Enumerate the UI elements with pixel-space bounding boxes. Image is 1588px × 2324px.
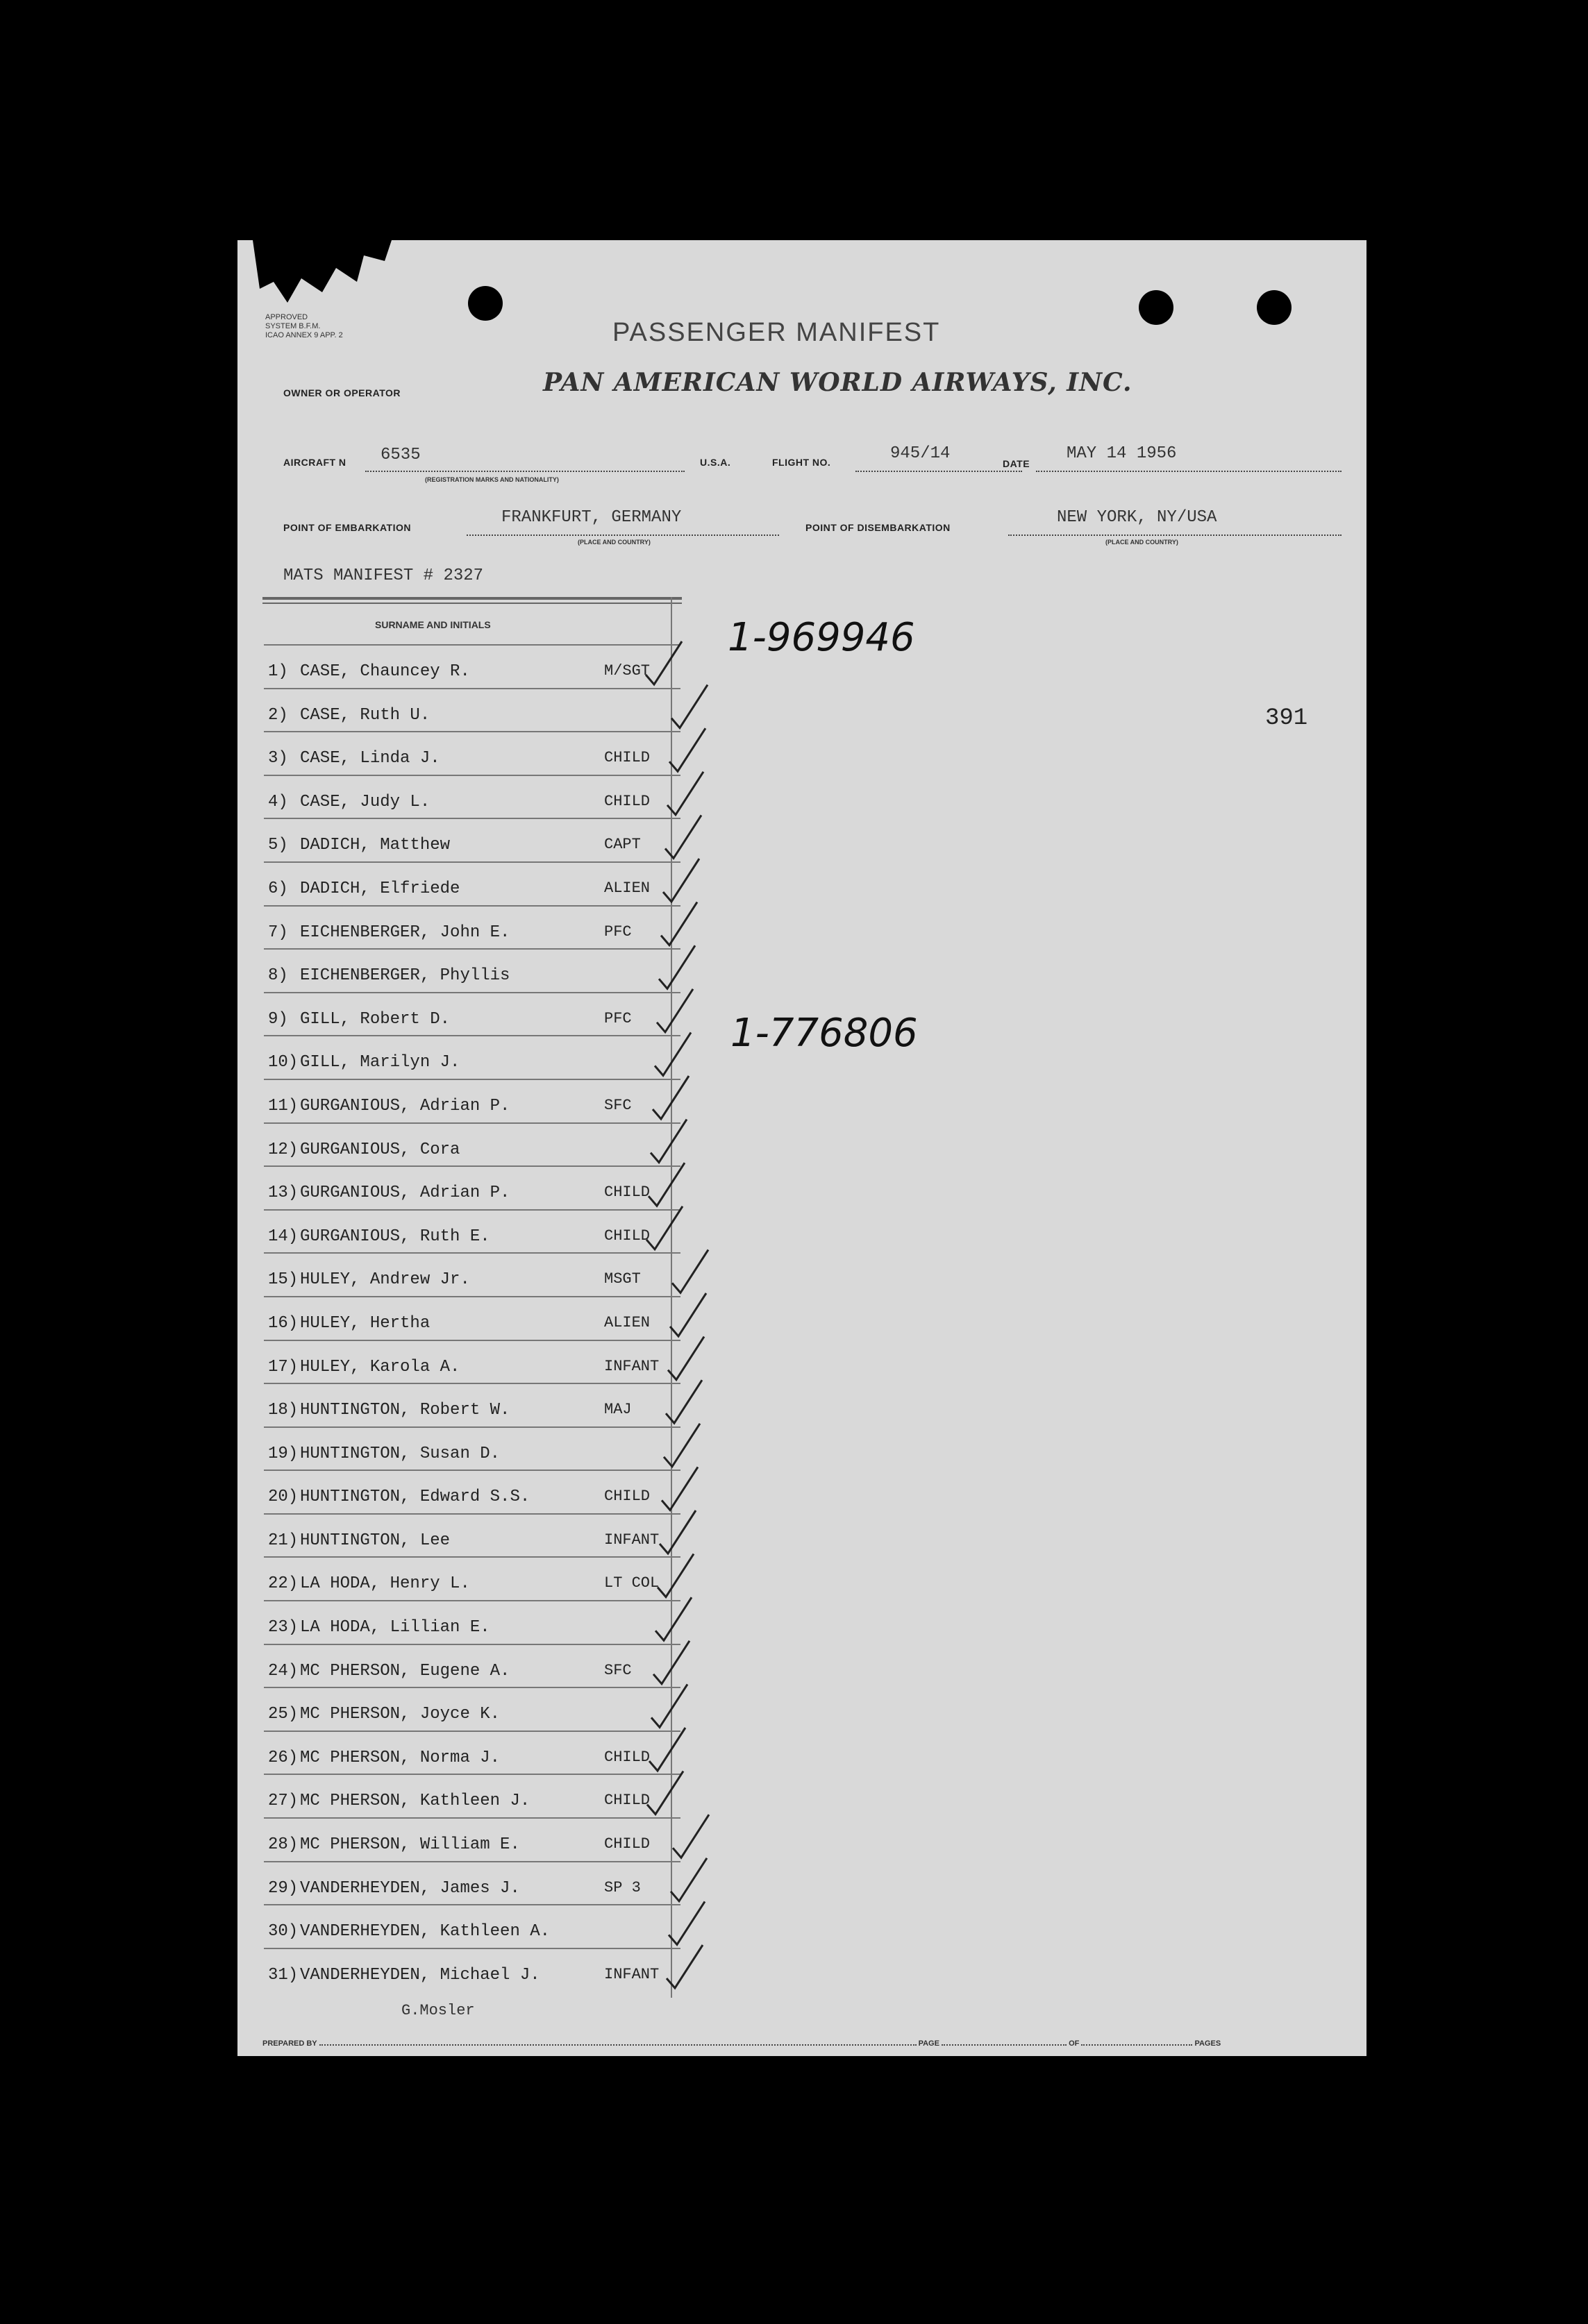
prepared-label: PREPARED BY	[262, 2039, 317, 2048]
passenger-name: MC PHERSON, Joyce K.	[300, 1705, 501, 1724]
passenger-rank: INFANT	[604, 1357, 660, 1375]
passenger-name: HUNTINGTON, Robert W.	[300, 1401, 510, 1420]
date-value: MAY 14 1956	[1067, 444, 1177, 463]
passenger-rank: CHILD	[604, 1748, 651, 1766]
punch-hole	[1257, 290, 1292, 325]
airline-name: PAN AMERICAN WORLD AIRWAYS, INC.	[543, 368, 1133, 397]
row-number: 5)	[268, 836, 288, 855]
passenger-rank: CHILD	[604, 1835, 651, 1853]
passenger-rank: CHILD	[604, 1227, 651, 1245]
passenger-rank: PFC	[604, 1009, 632, 1027]
passenger-rank: SFC	[604, 1096, 632, 1114]
of-label: OF	[1069, 2039, 1080, 2048]
column-header: SURNAME AND INITIALS	[375, 619, 491, 630]
passenger-name: HULEY, Karola A.	[300, 1357, 460, 1376]
passenger-rank: SFC	[604, 1661, 632, 1679]
passenger-name: MC PHERSON, Kathleen J.	[300, 1792, 530, 1811]
embark-label: POINT OF EMBARKATION	[283, 522, 411, 533]
row-number: 2)	[268, 705, 288, 725]
row-number: 6)	[268, 879, 288, 898]
row-number: 4)	[268, 792, 288, 811]
table-row	[264, 1513, 680, 1557]
table-rule	[262, 597, 682, 600]
passenger-rank: INFANT	[604, 1531, 660, 1549]
row-number: 17)	[268, 1357, 299, 1376]
row-number: 30)	[268, 1922, 299, 1942]
passenger-name: DADICH, Elfriede	[300, 879, 460, 898]
table-row	[264, 1687, 680, 1731]
passenger-name: GURGANIOUS, Adrian P.	[300, 1096, 510, 1115]
row-number: 26)	[268, 1748, 299, 1767]
disembark-label: POINT OF DISEMBARKATION	[805, 522, 951, 533]
owner-label: OWNER OR OPERATOR	[283, 387, 401, 398]
passenger-name: HULEY, Andrew Jr.	[300, 1270, 470, 1290]
passenger-name: HULEY, Hertha	[300, 1313, 431, 1333]
passenger-name: HUNTINGTON, Lee	[300, 1531, 451, 1550]
table-rule	[262, 603, 682, 604]
row-number: 3)	[268, 749, 288, 768]
row-number: 20)	[268, 1488, 299, 1507]
punch-hole	[1139, 290, 1173, 325]
row-number: 9)	[268, 1009, 288, 1029]
row-number: 13)	[268, 1184, 299, 1203]
passenger-name: EICHENBERGER, John E.	[300, 923, 510, 942]
table-row	[264, 818, 680, 861]
table-row	[264, 992, 680, 1036]
passenger-rank: CAPT	[604, 836, 641, 854]
passenger-name: GURGANIOUS, Adrian P.	[300, 1184, 510, 1203]
passenger-rank: INFANT	[604, 1965, 660, 1983]
passenger-name: EICHENBERGER, Phyllis	[300, 966, 510, 986]
passenger-name: VANDERHEYDEN, Michael J.	[300, 1965, 540, 1985]
page-label: PAGE	[918, 2039, 939, 2048]
passenger-name: VANDERHEYDEN, James J.	[300, 1878, 520, 1898]
table-row	[264, 1035, 680, 1079]
passenger-rank: MAJ	[604, 1401, 632, 1419]
table-row	[264, 644, 680, 688]
passenger-name: CASE, Chauncey R.	[300, 662, 470, 681]
row-number: 8)	[268, 966, 288, 986]
table-row	[264, 905, 680, 949]
table-row	[264, 1948, 680, 1992]
passenger-rank: ALIEN	[604, 1313, 651, 1331]
passenger-name: CASE, Judy L.	[300, 792, 431, 811]
mats-manifest: MATS MANIFEST # 2327	[283, 566, 484, 585]
passenger-name: GURGANIOUS, Ruth E.	[300, 1227, 490, 1246]
passenger-name: MC PHERSON, Norma J.	[300, 1748, 501, 1767]
aircraft-value: 6535	[381, 446, 421, 464]
row-number: 15)	[268, 1270, 299, 1290]
registration-note: (REGISTRATION MARKS AND NATIONALITY)	[425, 476, 559, 483]
handwritten-alien-number-1: 1-969946	[728, 615, 915, 660]
row-number: 28)	[268, 1835, 299, 1855]
row-number: 18)	[268, 1401, 299, 1420]
table-row	[264, 1731, 680, 1774]
table-row	[264, 1383, 680, 1426]
passenger-rows	[264, 644, 680, 1991]
passenger-name: MC PHERSON, Eugene A.	[300, 1661, 510, 1681]
row-number: 31)	[268, 1965, 299, 1985]
table-row	[264, 775, 680, 818]
row-number: 14)	[268, 1227, 299, 1246]
passenger-name: LA HODA, Henry L.	[300, 1574, 470, 1594]
table-row	[264, 1122, 680, 1166]
passenger-name: CASE, Ruth U.	[300, 705, 431, 725]
passenger-rank: CHILD	[604, 749, 651, 767]
row-number: 19)	[268, 1444, 299, 1463]
passenger-name: GURGANIOUS, Cora	[300, 1140, 460, 1159]
pages-label: PAGES	[1194, 2039, 1221, 2048]
table-row	[264, 688, 680, 732]
page-title: PASSENGER MANIFEST	[612, 318, 941, 347]
passenger-rank: SP 3	[604, 1878, 641, 1896]
aircraft-label: AIRCRAFT N	[283, 457, 346, 468]
disembark-value: NEW YORK, NY/USA	[1057, 508, 1217, 527]
table-row	[264, 1817, 680, 1861]
passenger-name: CASE, Linda J.	[300, 749, 440, 768]
passenger-rank: M/SGT	[604, 662, 651, 680]
passenger-rank: ALIEN	[604, 879, 651, 897]
table-row	[264, 1861, 680, 1905]
embark-note: (PLACE AND COUNTRY)	[578, 539, 651, 546]
passenger-rank: PFC	[604, 923, 632, 941]
date-label: DATE	[1003, 458, 1030, 469]
page-number: 391	[1265, 705, 1308, 732]
disembark-line	[1008, 534, 1342, 536]
passenger-name: VANDERHEYDEN, Kathleen A.	[300, 1922, 551, 1942]
row-number: 7)	[268, 923, 288, 942]
table-row	[264, 1774, 680, 1817]
row-number: 29)	[268, 1878, 299, 1898]
row-number: 25)	[268, 1705, 299, 1724]
table-row	[264, 1426, 680, 1470]
passenger-name: LA HODA, Lillian E.	[300, 1618, 490, 1637]
row-number: 16)	[268, 1313, 299, 1333]
aircraft-line	[365, 471, 685, 472]
row-number: 1)	[268, 662, 288, 681]
row-number: 24)	[268, 1661, 299, 1681]
table-row	[264, 1470, 680, 1513]
row-number: 10)	[268, 1053, 299, 1072]
table-row	[264, 1252, 680, 1296]
usa-label: U.S.A.	[700, 457, 731, 468]
signature: G.Mosler	[401, 2002, 475, 2019]
flight-label: FLIGHT NO.	[772, 457, 831, 468]
row-number: 27)	[268, 1792, 299, 1811]
table-row	[264, 948, 680, 992]
table-row	[264, 731, 680, 775]
row-number: 21)	[268, 1531, 299, 1550]
embark-value: FRANKFURT, GERMANY	[501, 508, 682, 527]
passenger-rank: CHILD	[604, 1488, 651, 1506]
row-number: 22)	[268, 1574, 299, 1594]
table-row	[264, 861, 680, 905]
passenger-name: HUNTINGTON, Edward S.S.	[300, 1488, 530, 1507]
table-row	[264, 1556, 680, 1600]
row-number: 12)	[268, 1140, 299, 1159]
manifest-document	[237, 240, 1366, 2056]
passenger-rank: CHILD	[604, 1184, 651, 1202]
passenger-name: MC PHERSON, William E.	[300, 1835, 520, 1855]
table-right-border	[671, 597, 672, 1998]
passenger-rank: LT COL	[604, 1574, 660, 1592]
punch-hole	[468, 286, 503, 321]
row-number: 11)	[268, 1096, 299, 1115]
table-row	[264, 1644, 680, 1687]
passenger-name: HUNTINGTON, Susan D.	[300, 1444, 501, 1463]
date-line	[1036, 471, 1342, 472]
flight-line	[855, 471, 1022, 472]
handwritten-alien-number-2: 1-776806	[730, 1011, 918, 1056]
table-row	[264, 1296, 680, 1340]
table-row	[264, 1340, 680, 1383]
passenger-name: DADICH, Matthew	[300, 836, 451, 855]
table-row	[264, 1209, 680, 1253]
table-row	[264, 1079, 680, 1122]
passenger-name: GILL, Marilyn J.	[300, 1053, 460, 1072]
row-number: 23)	[268, 1618, 299, 1637]
table-row	[264, 1165, 680, 1209]
footer	[262, 2039, 1221, 2048]
disembark-note: (PLACE AND COUNTRY)	[1105, 539, 1178, 546]
embark-line	[467, 534, 779, 536]
passenger-rank: MSGT	[604, 1270, 641, 1288]
approval-stamp: APPROVED SYSTEM B.F.M. ICAO ANNEX 9 APP. 2	[265, 313, 343, 339]
table-row	[264, 1600, 680, 1644]
passenger-name: GILL, Robert D.	[300, 1009, 451, 1029]
table-row	[264, 1904, 680, 1948]
flight-value: 945/14	[890, 444, 951, 463]
passenger-rank: CHILD	[604, 792, 651, 810]
passenger-rank: CHILD	[604, 1792, 651, 1810]
